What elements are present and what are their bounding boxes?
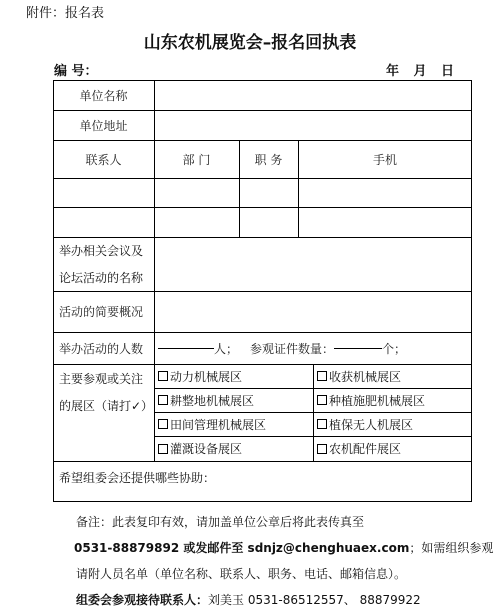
date-label: 年 月 日	[386, 64, 455, 79]
checkbox-icon	[317, 444, 327, 454]
zone-checkbox-tillage[interactable]: 耕整地机械展区	[158, 388, 254, 412]
footer-line-1: 备注：此表复印有效，请加盖单位公章后将此表传真至	[76, 515, 365, 529]
number-label: 编 号：	[54, 64, 98, 79]
checkbox-icon	[158, 371, 168, 381]
zone-checkbox-irrigation[interactable]: 灌溉设备展区	[158, 436, 242, 461]
registration-form	[53, 80, 472, 501]
zone-checkbox-field-management[interactable]: 田间管理机械展区	[158, 412, 266, 436]
contact-row-1[interactable]	[54, 179, 154, 207]
phone-header: 手机	[372, 152, 397, 167]
footer-notes	[74, 509, 494, 613]
pass-count-field[interactable]	[334, 348, 382, 349]
page-title: 山东农机展览会–报名回执表	[143, 33, 357, 53]
zone-checkbox-harvest[interactable]: 收获机械展区	[317, 364, 401, 388]
zone-checkbox-planting[interactable]: 种植施肥机械展区	[317, 388, 425, 412]
attachment-label: 附件：报名表	[26, 6, 105, 21]
zones-label: 主要参观或关注 的展区（请打✓）	[59, 372, 154, 413]
attendance-label: 举办活动的人数	[59, 341, 144, 356]
unit-name-input[interactable]	[155, 81, 471, 110]
event-name-label: 举办相关会议及 论坛活动的名称	[59, 244, 144, 285]
zone-checkbox-drone[interactable]: 植保无人机展区	[317, 412, 413, 436]
zone-checkbox-parts[interactable]: 农机配件展区	[317, 436, 401, 461]
checkbox-icon	[317, 395, 327, 405]
checkbox-icon	[158, 419, 168, 429]
people-unit: 人；	[214, 341, 239, 356]
unit-address-input[interactable]	[155, 111, 471, 140]
unit-name-label: 单位名称	[79, 88, 128, 103]
assistance-label: 希望组委会还提供哪些协助：	[59, 471, 216, 485]
contact-row-2[interactable]	[54, 208, 154, 237]
footer-line-3: 请附人员名单（单位名称、联系人、职务、电话、邮箱信息）。	[76, 567, 407, 581]
pass-label: 参观证件数量：	[250, 341, 335, 356]
zone-checkbox-power[interactable]: 动力机械展区	[158, 364, 242, 388]
attendance-row	[158, 332, 470, 364]
checkbox-icon	[317, 419, 327, 429]
footer-line-4: 组委会参观接待联系人：刘美玉 0531-86512557、 88879922	[76, 593, 421, 607]
position-header: 职 务	[254, 152, 283, 167]
checkbox-icon	[317, 371, 327, 381]
people-count-field[interactable]	[158, 348, 214, 349]
footer-line-2: 0531-88879892 或发邮件至 sdnjz@chenghuaex.com；如需组织参观	[74, 541, 494, 555]
event-name-input[interactable]	[155, 238, 471, 291]
email-link[interactable]: sdnjz@chenghuaex.com	[247, 541, 410, 555]
pass-unit: 个；	[382, 341, 407, 356]
department-header: 部 门	[182, 152, 211, 167]
contact-header: 联系人	[85, 152, 122, 167]
unit-address-label: 单位地址	[79, 118, 128, 133]
checkbox-icon	[158, 444, 168, 454]
event-overview-input[interactable]	[155, 292, 471, 332]
checkbox-icon	[158, 395, 168, 405]
event-overview-label: 活动的简要概况	[59, 305, 144, 319]
